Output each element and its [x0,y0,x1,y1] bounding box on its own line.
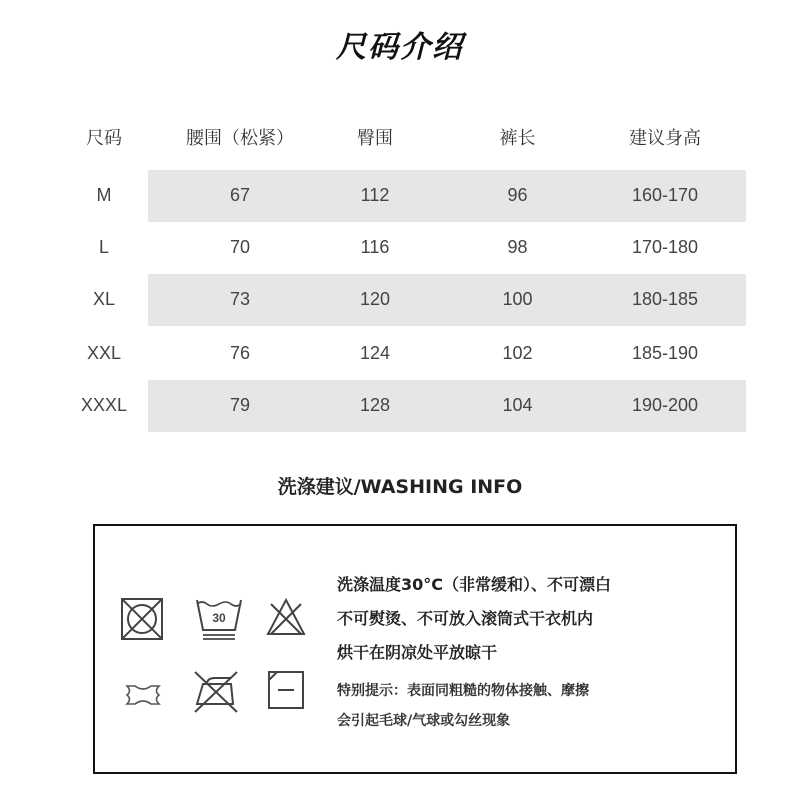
header-size: 尺码 [86,128,122,148]
height-cell: 170-180 [631,237,699,257]
height-cell: 160-170 [631,185,699,205]
hip-cell: 128 [359,395,391,415]
no-wring-icon [121,680,165,710]
size-cell: M [96,185,112,205]
header-waist: 腰围（松紧） [186,128,294,148]
header-length: 裤长 [499,128,536,148]
waist-cell: 79 [229,395,251,415]
no-tumble-dry-icon [119,596,165,642]
waist-cell: 73 [229,289,251,309]
table-row [60,170,750,222]
note-line: 特别提示：表面同粗糙的物体接触、摩擦 [337,683,589,699]
care-line: 不可熨烫、不可放入滚筒式干衣机内 [337,609,594,628]
table-row [60,274,750,326]
height-cell: 180-185 [631,289,699,309]
care-line: 烘干在阴凉处平放晾干 [337,643,498,662]
hip-cell: 116 [360,237,390,257]
no-bleach-icon [265,596,307,638]
height-cell: 190-200 [631,395,699,415]
length-cell: 98 [507,237,528,257]
length-cell: 100 [502,289,533,309]
page-title: 尺码介绍 [336,30,464,65]
hip-cell: 112 [360,185,390,205]
dry-flat-shade-icon [267,670,305,710]
table-row [60,380,750,432]
size-cell: XXL [86,343,122,363]
waist-cell: 70 [229,237,251,257]
length-cell: 104 [502,395,533,415]
care-note [337,676,727,736]
size-cell: XL [92,289,116,309]
length-cell: 96 [507,185,528,205]
care-line: 洗涤温度30°C（非常缓和）、不可漂白 [337,575,612,594]
waist-cell: 67 [229,185,251,205]
hip-cell: 120 [359,289,391,309]
washing-info-title: 洗涤建议/WASHING INFO [277,476,523,498]
height-cell: 185-190 [631,343,699,363]
header-hip: 臀围 [357,128,393,148]
note-line: 会引起毛球/气球或勾丝现象 [337,713,511,729]
header-height: 建议身高 [629,128,701,148]
table-row [60,328,750,380]
length-cell: 102 [502,343,533,363]
size-cell: XXXL [80,395,128,415]
size-table-header [60,110,750,160]
hip-cell: 124 [359,343,391,363]
wash-30-icon [193,594,245,642]
table-row [60,222,750,274]
no-iron-icon [191,666,241,716]
size-cell: L [98,237,109,257]
care-instructions [337,568,727,670]
wash-temp-label: 30 [212,611,226,625]
waist-cell: 76 [229,343,251,363]
washing-info-box [93,524,737,774]
